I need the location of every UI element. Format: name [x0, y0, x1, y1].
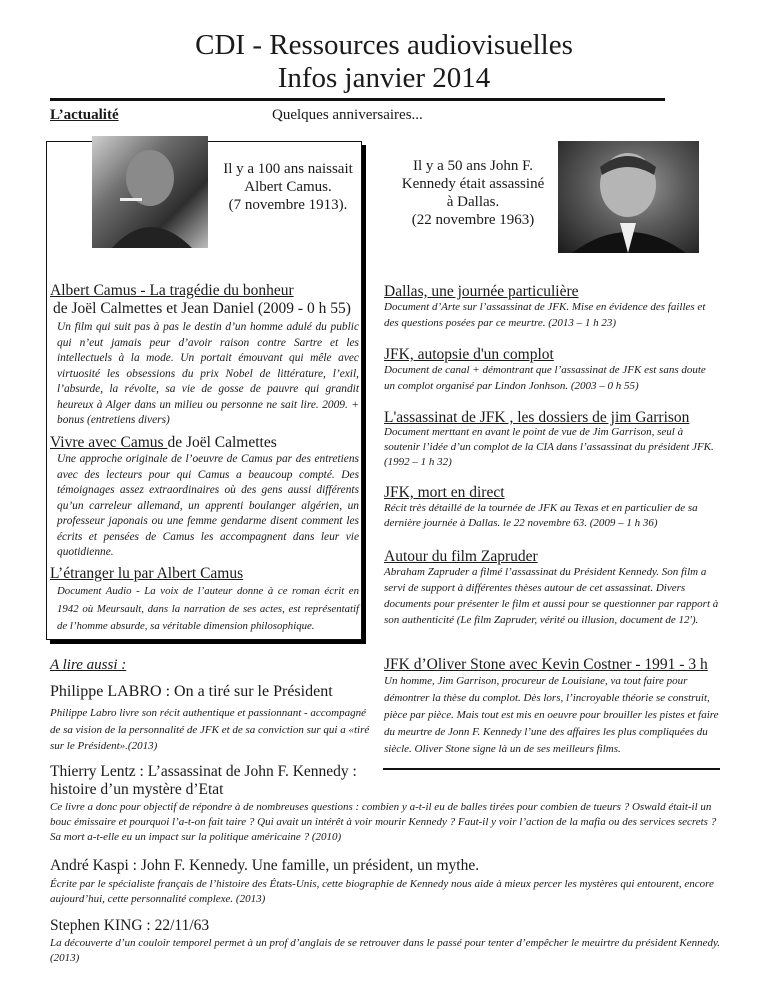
camus-film-2-author: de Joël Calmettes	[167, 434, 277, 451]
camus-film-1-subtitle: de Joël Calmettes et Jean Daniel (2009 - 0 h 55)	[53, 300, 351, 317]
jfk-film-5-title: Autour du film Zapruder	[384, 548, 538, 565]
camus-film-1-desc: Un film qui suit pas à pas le destin d’un homme adulé du public qui n’eut jamais peur d’avoir raison contre Sartre et les intellectuels à la mode. Un portait émouvant qui mêle avec virtuosité les obsessions du prix Nobel de littérature, l’exil, l’absurde, la révolte, sa vie de gosse de pauvre qui grandit heureux à Alger dans un milieu ou personne ne sait lire. 2009. + bonus (entretiens divers)	[57, 321, 359, 426]
albert-camus-photo	[92, 136, 208, 248]
camus-film-1-title: Albert Camus - La tragédie du bonheur	[50, 282, 294, 299]
camus-audio-title: L’étranger lu par Albert Camus	[50, 565, 244, 582]
jfk-film-3-title: L'assassinat de JFK , les dossiers de jim Garrison	[384, 409, 690, 426]
book-3-desc: Écrite par le spécialiste français de l’histoire des États-Unis, cette biographie de Kennedy nous aide à mieux percer les mystères qui entourent, encore aujourd’hui, cette personnalité complexe. (2013)	[50, 878, 714, 905]
jfk-film-1-desc: Document d’Arte sur l’assassinat de JFK. Mise en évidence des failles et des questions posées par ce meurtre. (2013 – 1 h 23)	[384, 301, 706, 329]
jfk-anniversary: Il y a 50 ans John F. Kennedy était assassiné à Dallas. (22 novembre 1963)	[401, 158, 545, 228]
jfk-film-6-title: JFK d’Oliver Stone avec Kevin Costner - 1991 - 3 h	[384, 656, 708, 673]
book-4-title: Stephen KING : 22/11/63	[50, 917, 210, 934]
jfk-film-4-title: JFK, mort en direct	[384, 484, 505, 501]
section-subtitle: Quelques anniversaires...	[272, 107, 423, 123]
jfk-film-3-desc: Document merttant en avant le point de vue de Jim Garrison, seul à soutenir l’idée d’un complot de la CIA dans l’assassinat du président JFK. (1992 – 1 h 32)	[384, 426, 714, 468]
book-1-desc: Philippe Labro livre son récit authentique et passionnant - accompagné de sa vision de la personnalité de JFK et de sa conviction sur qui a «tiré sur le Président».(2013)	[50, 707, 370, 752]
title-line-2: Infos janvier 2014	[277, 62, 491, 94]
title-line-1: CDI - Ressources audiovisuelles	[195, 29, 573, 61]
jfk-film-2-title: JFK, autopsie d'un complot	[384, 346, 554, 363]
camus-film-2-desc: Une approche originale de l’oeuvre de Camus par des entretiens avec des lecteurs pour qui Camus a beaucoup compté. Des témoignages assez extraordinaires où des gens aussi différents qu’un carreleur allemand, un apprenti boulanger algérien, un professeur japonais ou une femme gendarme disent comment les écrits et pensées de Camus les accompagnent dans leur vie quotidienne.	[57, 453, 359, 558]
section-label: L’actualité	[50, 107, 119, 123]
header-rule	[50, 98, 665, 101]
a-lire-label: A lire aussi :	[50, 657, 127, 673]
book-1-title: Philippe LABRO : On a tiré sur le Président	[50, 683, 333, 700]
john-f-kennedy-photo	[558, 141, 699, 253]
book-2-title: Thierry Lentz : L’assassinat de John F. Kennedy : histoire d’un mystère d’Etat	[50, 763, 357, 798]
jfk-film-6-desc: Un homme, Jim Garrison, procureur de Louisiane, va tout faire pour démontrer la thèse du complot. Dès lors, l’incroyable théorie se construit, pièce par pièce. Mais tout est mis en oeuvre pour brouiller les pistes et faire du meurtre de Jonn F. Kennedy l’une des affaires les plus compliquées du siècle. Oliver Stone signe là un de ses meilleurs films.	[384, 675, 719, 755]
book-4-desc: La découverte d’un couloir temporel permet à un prof d’anglais de se retrouver dans le passé pour tenter d’empêcher le meuirtre du président Kennedy. (2013)	[50, 937, 721, 964]
camus-film-2-title: Vivre avec Camus	[50, 434, 168, 451]
jfk-film-1-title: Dallas, une journée particulière	[384, 283, 579, 300]
jfk-film-5-desc: Abraham Zapruder a filmé l’assassinat du Président Kennedy. Son film a servi de support à différentes thèses autour de cet assassinat. Divers documents pour présenter le film et aussi pour se questionner par rapport à son authenticité (Le film Zapruder, vérité ou illusion, document de 12').	[384, 566, 719, 626]
jfk-film-4-desc: Récit très détaillé de la tournée de JFK au Texas et en particulier de sa dernière journée à Dallas. le 22 novembre 63. (2009 – 1 h 36)	[384, 502, 698, 529]
camus-film-2-heading	[50, 433, 277, 452]
book-3-title: André Kaspi : John F. Kennedy. Une famille, un président, un mythe.	[50, 857, 480, 874]
camus-anniversary: Il y a 100 ans naissait Albert Camus. (7 novembre 1913).	[223, 161, 353, 213]
book-2-desc: Ce livre a donc pour objectif de répondre à de nombreuses questions : combien y a-t-il eu de balles tirées pour combien de tueurs ? Oswald était-il un bouc émissaire et pourquoi l’a-t-on fait taire ? Qui avait un intérêt à voir mourir Kennedy ? Faut-il y voir l’action de la mafia ou des services secrets ? Sa mort a-t-elle eu un impact sur la politique américaine ? (2010)	[50, 801, 717, 843]
book-rule	[383, 768, 720, 770]
camus-audio-desc: Document Audio - La voix de l’auteur donne à ce roman écrit en 1942 où Meursault, dans la narration de ses actes, est représentatif de l’homme absurde, sa véritable dimension philosophique.	[57, 585, 359, 632]
jfk-film-2-desc: Document de canal + démontrant que l’assassinat de JFK est sans doute un complot organisé par Lindon Jonhson. (2003 – 0 h 55)	[384, 364, 706, 392]
